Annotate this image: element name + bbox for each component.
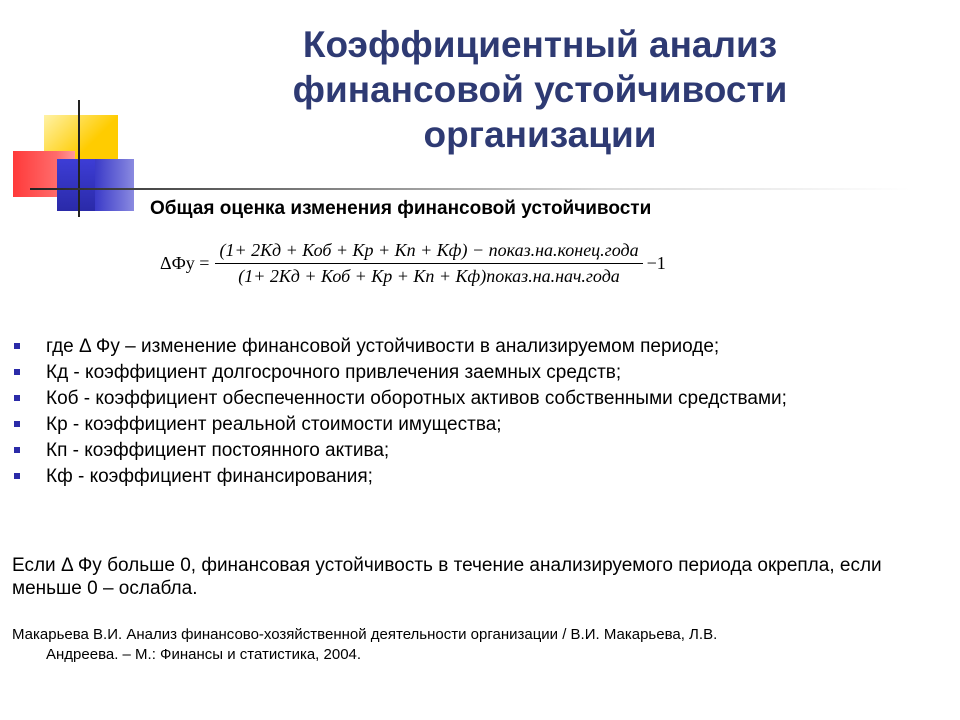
list-item-text: Кр - коэффициент реальной стоимости имущества; [46, 414, 502, 435]
section-subtitle: Общая оценка изменения финансовой устойчивости [150, 198, 652, 219]
reference-line: Андреева. – М.: Финансы и статистика, 2004. [46, 646, 362, 663]
formula [160, 240, 666, 287]
decor-blue-square-highlight [95, 159, 134, 211]
square-bullet-icon [14, 473, 20, 479]
title-line: Коэффициентный анализ [302, 24, 778, 65]
definitions-list [12, 336, 932, 492]
list-item-text: Кф - коэффициент финансирования; [46, 466, 373, 487]
square-bullet-icon [14, 343, 20, 349]
list-item [12, 362, 932, 384]
list-item [12, 414, 932, 436]
square-bullet-icon [14, 447, 20, 453]
decor-vertical-line [78, 100, 80, 217]
list-item [12, 336, 932, 358]
list-item-text: где Δ Фу – изменение финансовой устойчивости в анализируемом периоде; [46, 336, 720, 357]
square-bullet-icon [14, 421, 20, 427]
list-item-text: Кп - коэффициент постоянного актива; [46, 440, 390, 461]
list-item-text: Коб - коэффициент обеспеченности оборотных активов собственными средствами; [46, 388, 787, 409]
list-item [12, 466, 932, 488]
formula-denominator: (1+ 2Кд + Коб + Кр + Кп + Кф)показ.на.нач.года [238, 266, 620, 286]
formula-rhs: −1 [646, 253, 666, 273]
list-item-text: Кд - коэффициент долгосрочного привлечения заемных средств; [46, 362, 622, 383]
formula-fraction [215, 240, 642, 287]
formula-lhs: ΔФу = [160, 253, 210, 273]
title-divider-line [30, 188, 910, 190]
square-bullet-icon [14, 395, 20, 401]
formula-numerator: (1+ 2Кд + Коб + Кр + Кп + Кф) − показ.на.конец.года [215, 240, 642, 264]
title-line: финансовой устойчивости [292, 69, 788, 110]
list-item [12, 440, 932, 462]
square-bullet-icon [14, 369, 20, 375]
list-item [12, 388, 932, 410]
reference-line: Макарьева В.И. Анализ финансово-хозяйственной деятельности организации / В.И. Макарьева, Л.В. [12, 626, 718, 643]
slide-title [140, 22, 940, 157]
title-line: организации [423, 114, 657, 155]
bibliographic-reference [12, 625, 912, 665]
conclusion-text: Если Δ Фу больше 0, финансовая устойчивость в течение анализируемого периода окрепла, если меньше 0 – ослабла. [12, 555, 882, 599]
